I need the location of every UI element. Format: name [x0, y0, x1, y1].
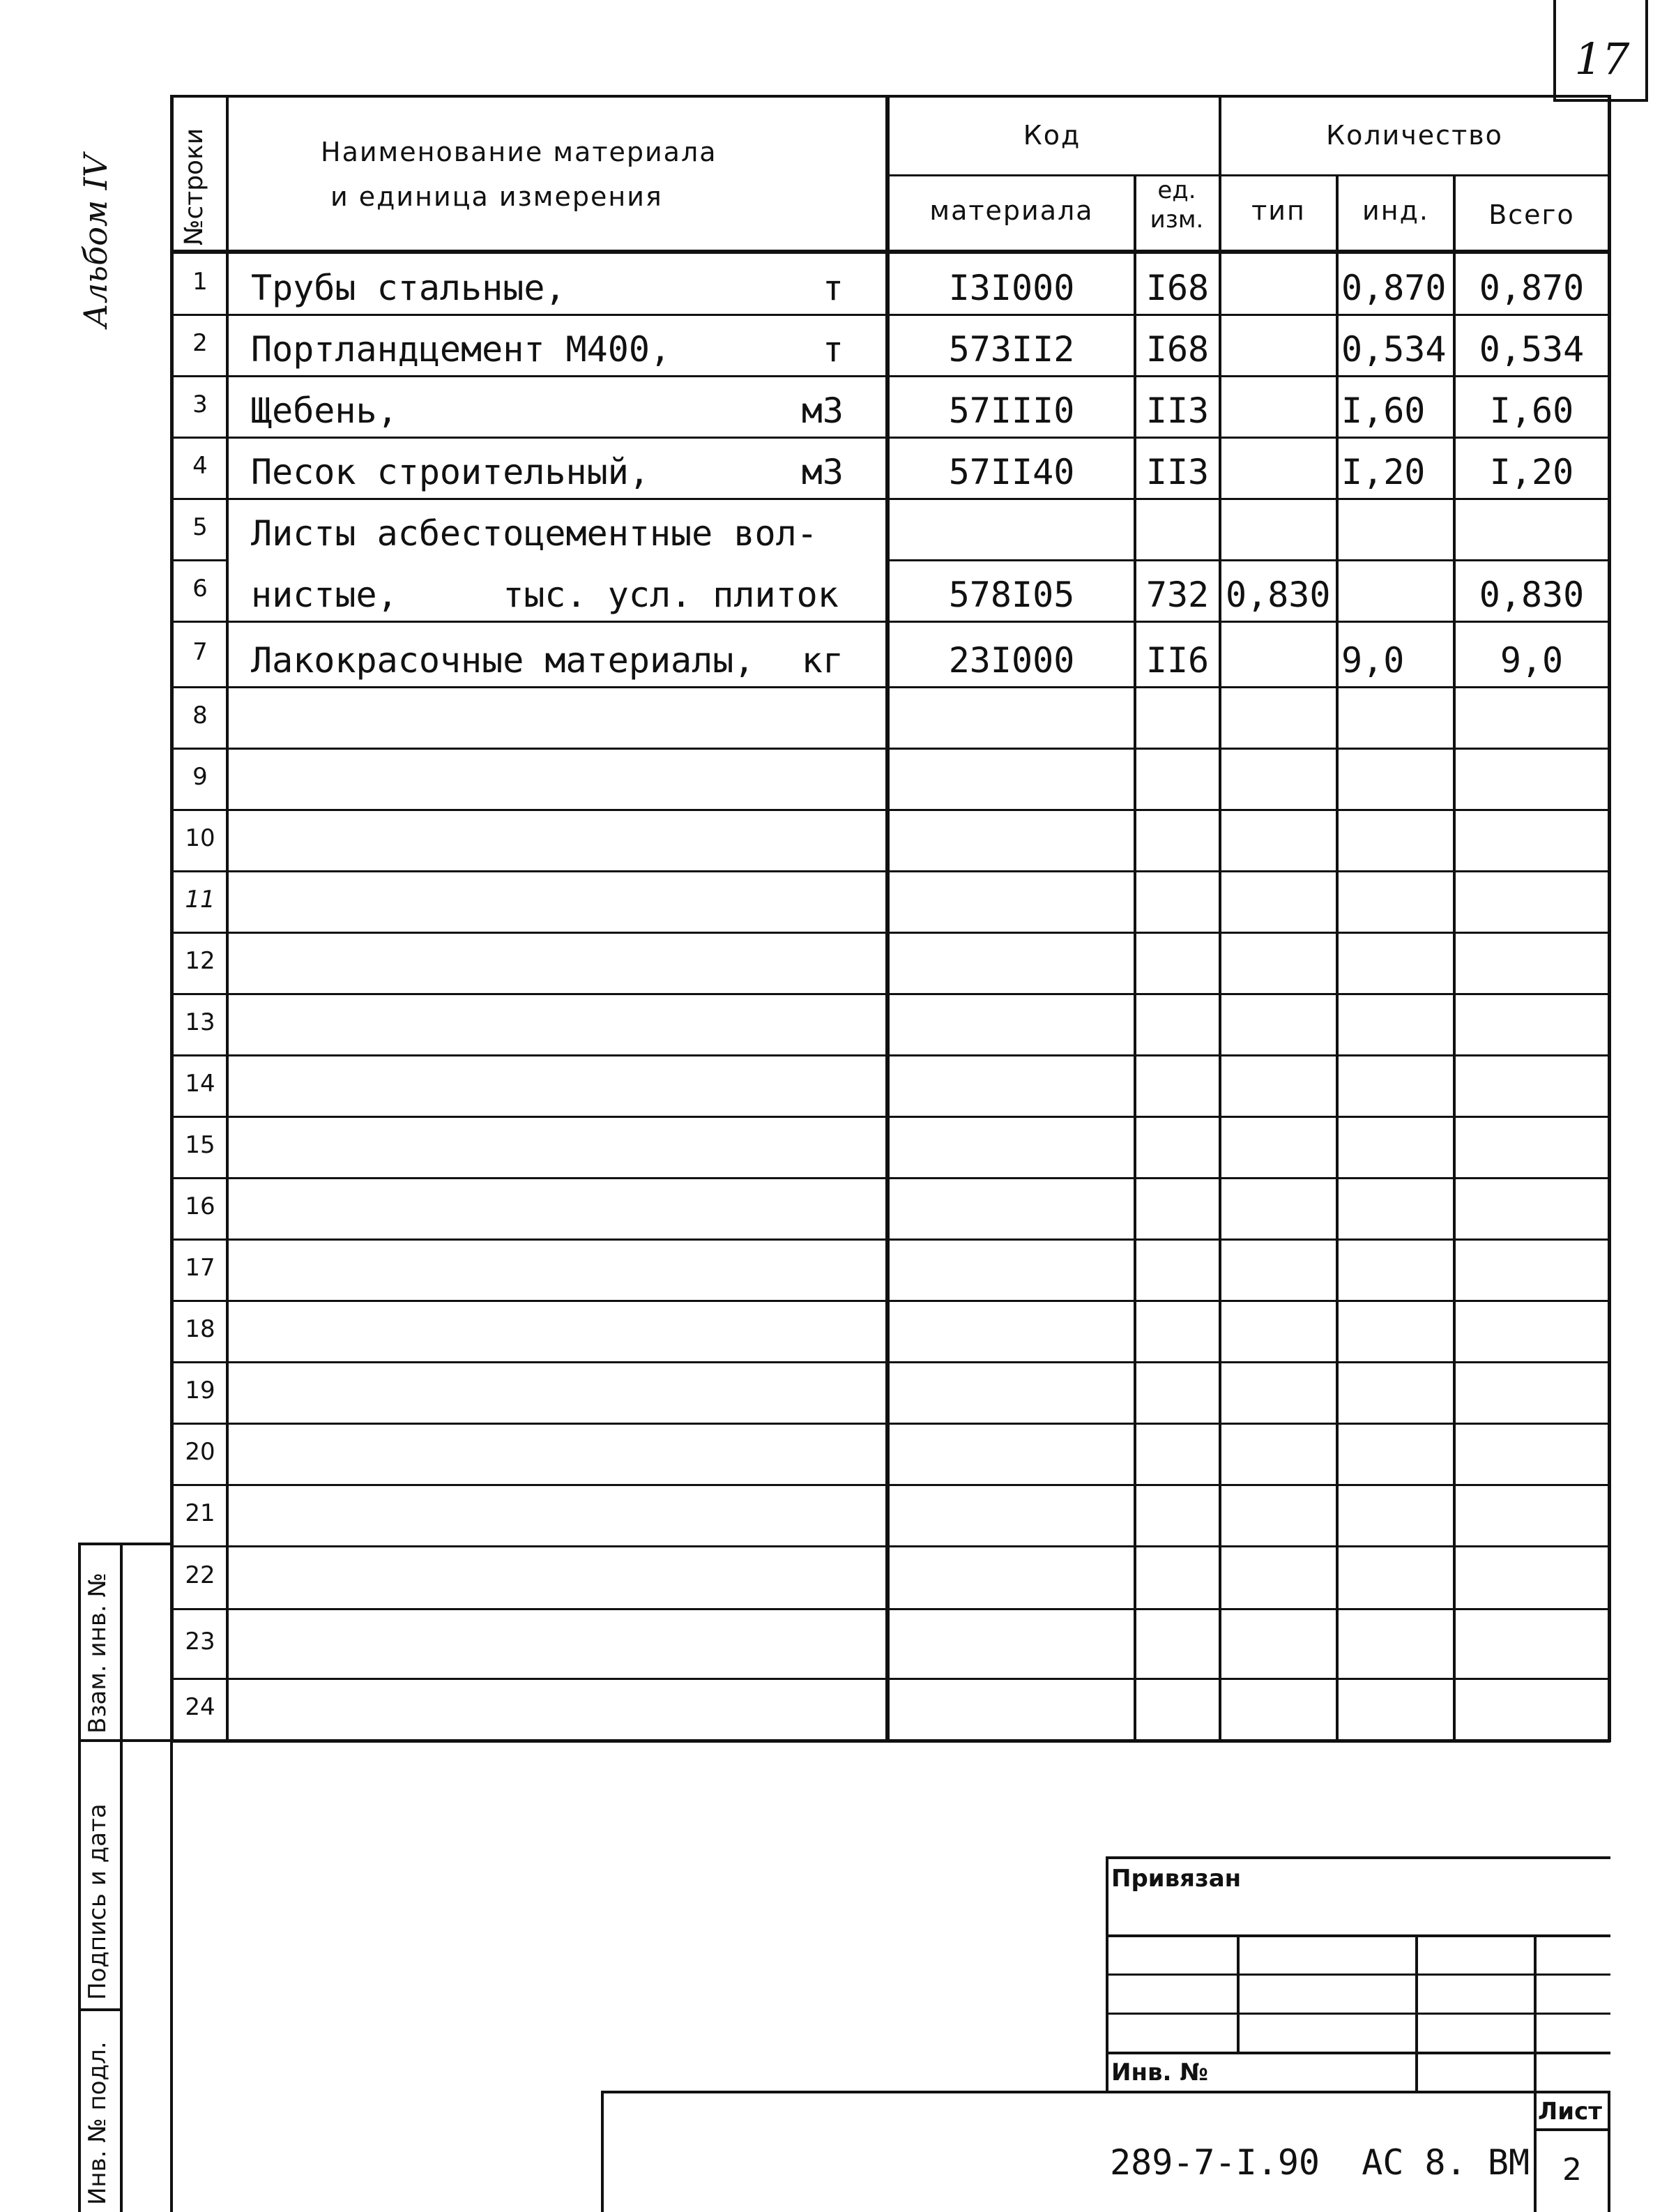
table-row: [0, 375, 1669, 437]
row-number: 12: [185, 947, 215, 975]
header-qty-total: Всего: [1488, 199, 1575, 230]
cell-code: 57II40: [948, 452, 1075, 492]
header-row-no: №строки: [180, 128, 208, 245]
document-designation: 289-7-I.90 АС 8. ВМ: [1110, 2142, 1530, 2183]
cell-code: 57III0: [948, 391, 1075, 431]
cell-total: 0,534: [1479, 329, 1585, 370]
table-row: [0, 870, 1669, 932]
table-row: [0, 1423, 1669, 1484]
header-name-line1: Наименование материала: [321, 137, 717, 167]
table-row: [0, 1678, 1669, 1739]
sheet-label: Лист: [1538, 2098, 1602, 2126]
cell-total: 0,830: [1479, 575, 1585, 615]
row-number: 4: [192, 452, 208, 480]
cell-ed: I68: [1145, 268, 1210, 308]
cell-total: I,60: [1489, 391, 1574, 431]
row-number: 21: [185, 1499, 215, 1527]
header-name-line2: и единица измерения: [330, 181, 663, 212]
cell-name: нистые, тыс. усл. плиток: [251, 575, 839, 615]
table-row: [0, 252, 1669, 314]
cell-ind: 0,870: [1341, 268, 1447, 308]
cell-ind: I,20: [1341, 452, 1426, 492]
row-number: 13: [185, 1008, 215, 1036]
cell-total: 0,870: [1479, 268, 1585, 308]
table-row: [0, 559, 1669, 621]
table-row: [0, 498, 1669, 559]
cell-ed: I68: [1145, 329, 1210, 370]
row-number: 9: [192, 763, 208, 791]
row-number: 14: [185, 1070, 215, 1098]
table-row: [0, 1608, 1669, 1678]
table-row: [0, 932, 1669, 993]
table-row: [0, 1300, 1669, 1361]
table-row: [0, 993, 1669, 1054]
table-row: [0, 621, 1669, 686]
cell-ed: II3: [1145, 391, 1210, 431]
table-row: [0, 1545, 1669, 1608]
row-number: 11: [185, 886, 215, 914]
table-row: [0, 1177, 1669, 1238]
cell-unit: м3: [801, 452, 844, 492]
cell-name: Трубы стальные,: [251, 268, 566, 308]
header-code-group: Код: [1023, 120, 1081, 151]
table-row: [0, 686, 1669, 748]
table-row: [0, 437, 1669, 498]
table-row: [0, 1484, 1669, 1545]
page-number: 17: [1574, 33, 1630, 84]
row-number: 15: [185, 1131, 215, 1159]
cell-total: I,20: [1489, 452, 1574, 492]
cell-code: I3I000: [948, 268, 1075, 308]
table-row: [0, 1361, 1669, 1423]
label-sign-date: Подпись и дата: [84, 1803, 112, 2000]
sheet-number: 2: [1562, 2152, 1582, 2188]
row-number: 10: [185, 824, 215, 852]
cell-tip: 0,830: [1226, 575, 1331, 615]
album-label: Альбом IV: [77, 153, 114, 328]
cell-code: 573II2: [948, 329, 1075, 370]
table-row: [0, 809, 1669, 870]
header-code-material: материала: [929, 195, 1094, 226]
row-number: 2: [192, 329, 208, 357]
row-number: 17: [185, 1254, 215, 1282]
table-row: [0, 314, 1669, 375]
label-inv-replace: Взам. инв. №: [84, 1573, 112, 1734]
cell-ind: I,60: [1341, 391, 1426, 431]
table-row: [0, 1116, 1669, 1177]
row-number: 23: [185, 1628, 215, 1656]
table-row: [0, 748, 1669, 809]
cell-code: 578I05: [948, 575, 1075, 615]
row-number: 8: [192, 702, 208, 729]
header-qty-group: Количество: [1326, 120, 1503, 151]
stamp-privyazan: Привязан: [1111, 1865, 1242, 1893]
label-inv-orig: Инв. № подл.: [84, 2041, 112, 2205]
cell-unit: т: [822, 329, 844, 370]
row-number: 19: [185, 1377, 215, 1404]
cell-ind: 0,534: [1341, 329, 1447, 370]
cell-ed: II6: [1145, 640, 1210, 681]
cell-unit: м3: [801, 391, 844, 431]
row-number: 22: [185, 1561, 215, 1589]
row-number: 5: [192, 513, 208, 541]
row-number: 7: [192, 638, 208, 666]
row-number: 20: [185, 1438, 215, 1466]
cell-name: Щебень,: [251, 391, 398, 431]
cell-ed: 732: [1145, 575, 1210, 615]
row-number: 6: [192, 575, 208, 603]
cell-code: 23I000: [948, 640, 1075, 681]
row-number: 1: [192, 268, 208, 296]
cell-name: Песок строительный,: [251, 452, 650, 492]
table-row: [0, 1054, 1669, 1116]
row-number: 16: [185, 1192, 215, 1220]
cell-total: 9,0: [1500, 640, 1564, 681]
cell-ed: II3: [1145, 452, 1210, 492]
stamp-inv-no: Инв. №: [1111, 2059, 1209, 2086]
row-number: 24: [185, 1693, 215, 1721]
cell-name: Листы асбестоцементные вол-: [251, 513, 818, 554]
cell-name: Лакокрасочные материалы,: [251, 640, 755, 681]
row-number: 3: [192, 391, 208, 418]
table-row: [0, 1238, 1669, 1300]
header-code-unit: ед. изм.: [1150, 176, 1204, 234]
cell-name: Портландцемент М400,: [251, 329, 671, 370]
header-qty-type: тип: [1251, 195, 1306, 226]
row-number: 18: [185, 1315, 215, 1343]
cell-unit: т: [822, 268, 844, 308]
cell-unit: кг: [801, 640, 844, 681]
header-qty-ind: инд.: [1362, 195, 1429, 226]
cell-ind: 9,0: [1341, 640, 1405, 681]
